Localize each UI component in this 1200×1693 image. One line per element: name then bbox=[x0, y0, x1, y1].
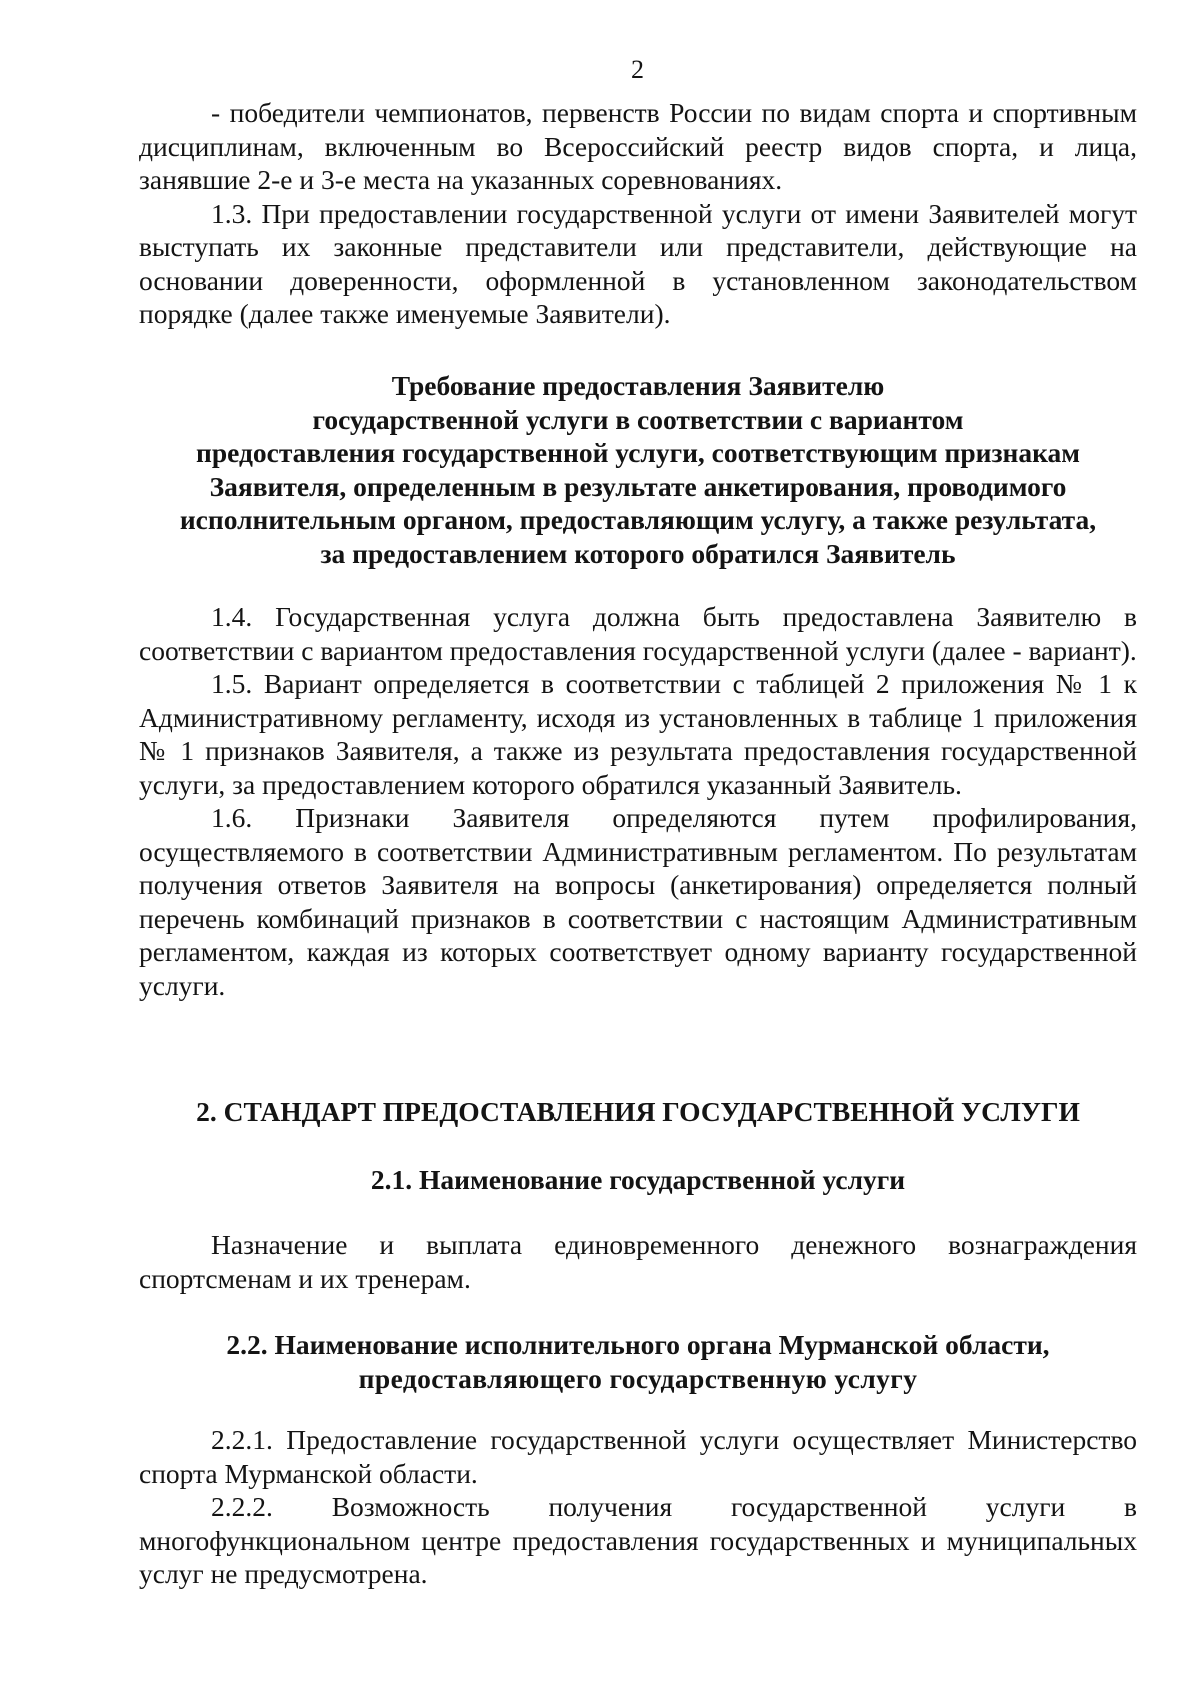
requirement-heading-line: предоставления государственной услуги, соответствующим признакам bbox=[195, 437, 1081, 468]
subsection-2-2-title bbox=[100, 1328, 1176, 1395]
requirement-heading-line: Заявителя, определенным в результате анкетирования, проводимого bbox=[209, 470, 1067, 502]
subsection-2-1-title bbox=[100, 1163, 1176, 1197]
page-number: 2 bbox=[631, 55, 644, 84]
paragraph-2-2-1: 2.2.1. Предоставление государственной услуги осуществляет Министерство спорта Мурманской области. bbox=[139, 1424, 1137, 1489]
paragraph-winners: - победители чемпионатов, первенств России по видам спорта и спортивным дисциплинам, включенным во Всероссийский реестр видов спорта, и лица, занявшие 2-е и 3-е места на указанных соревнованиях. bbox=[139, 97, 1137, 195]
paragraph-1-6: 1.6. Признаки Заявителя определяются путем профилирования, осуществляемого в соответствии Административным регламентом. По результатам получения ответов Заявителя на вопросы (анкетирования) определяется полный перечень комбинаций признаков в соответствии с настоящим Административным регламентом, каждая из которых соответствует одному варианту государственной услуги. bbox=[139, 802, 1137, 1001]
requirement-heading-line: государственной услуги в соответствии с вариантом bbox=[312, 403, 964, 435]
intro-block bbox=[139, 96, 1137, 331]
subsection-2-2-title-line1: 2.2. Наименование исполнительного органа Мурманской области, bbox=[226, 1329, 1050, 1360]
subsection-2-2-title-line2: предоставляющего государственную услугу bbox=[358, 1362, 918, 1394]
requirement-heading-line: Требование предоставления Заявителю bbox=[391, 370, 885, 401]
subsection-2-1-title-text: 2.1. Наименование государственной услуги bbox=[370, 1164, 906, 1195]
paragraph-2-2-2: 2.2.2. Возможность получения государственной услуги в многофункциональном центре предоставления государственных и муниципальных услуг не предусмотрена. bbox=[139, 1491, 1137, 1589]
subsection-2-1-block bbox=[139, 1228, 1137, 1295]
paragraph-2-1: Назначение и выплата единовременного денежного вознаграждения спортсменам и их тренерам. bbox=[139, 1229, 1137, 1294]
section-2-title-text: 2. СТАНДАРТ ПРЕДОСТАВЛЕНИЯ ГОСУДАРСТВЕННОЙ УСЛУГИ bbox=[196, 1096, 1080, 1127]
paragraph-1-3: 1.3. При предоставлении государственной услуги от имени Заявителей могут выступать их законные представители или представители, действующие на основании доверенности, оформленной в установленном законодательством порядке (далее также именуемые Заявители). bbox=[139, 197, 1137, 329]
requirement-block bbox=[139, 600, 1137, 1002]
requirement-heading-line: за предоставлением которого обратился Заявитель bbox=[320, 537, 956, 569]
requirement-heading-line: исполнительным органом, предоставляющим услугу, а также результата, bbox=[179, 504, 1097, 535]
paragraph-1-5: 1.5. Вариант определяется в соответствии с таблицей 2 приложения № 1 к Административному регламенту, исходя из установленных в таблице 1 приложения № 1 признаков Заявителя, а также из результата предоставления государственной услуги, за предоставлением которого обратился указанный Заявитель. bbox=[139, 668, 1137, 800]
subsection-2-2-block bbox=[139, 1423, 1137, 1591]
paragraph-1-4: 1.4. Государственная услуга должна быть предоставлена Заявителю в соответствии с вариантом предоставления государственной услуги (далее - вариант). bbox=[139, 601, 1137, 666]
section-2-title bbox=[100, 1095, 1176, 1129]
requirement-heading bbox=[100, 369, 1176, 570]
